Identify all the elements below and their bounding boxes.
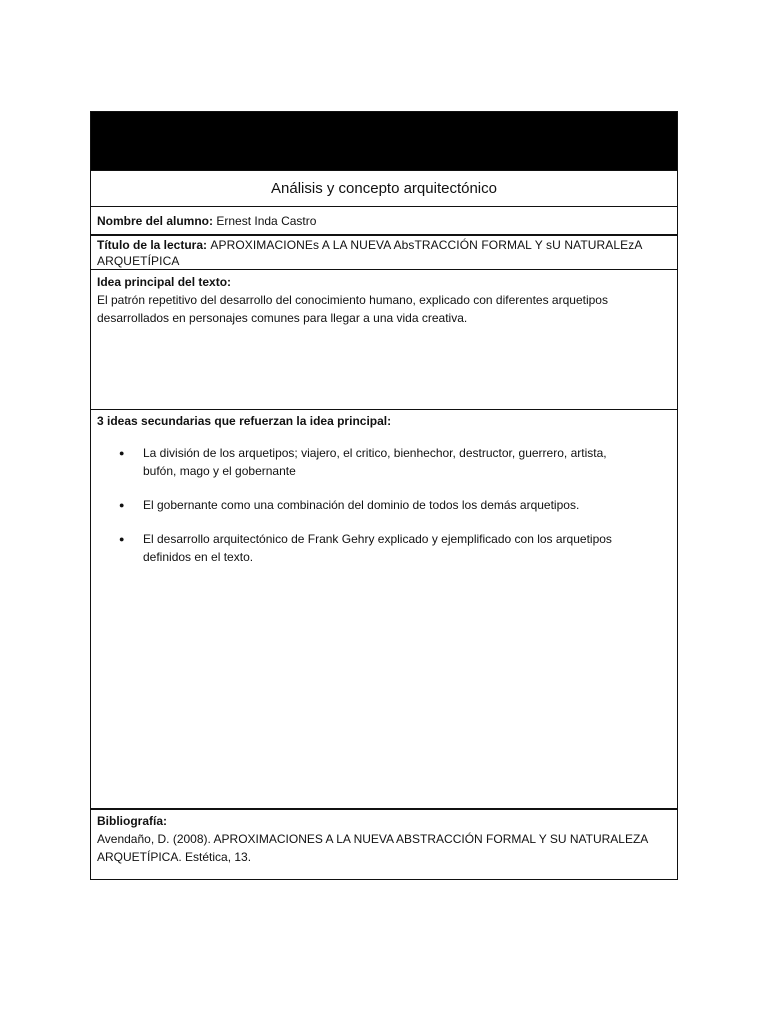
student-name-label: Nombre del alumno:	[97, 213, 214, 228]
student-name-row	[91, 207, 677, 236]
list-item	[97, 444, 671, 480]
secondary-idea-text: La división de los arquetipos; viajero, el critico, bienhechor, destructor, guerrero, artista, bufón, mago y el gobernante	[143, 446, 607, 478]
student-name-value: Ernest Inda Castro	[216, 213, 317, 228]
bullet-icon: ●	[119, 500, 125, 510]
bibliography-text: Avendaño, D. (2008). APROXIMACIONES A LA NUEVA ABSTRACCIÓN FORMAL Y SU NATURALEZA ARQUETÍPICA. Estética, 13.	[97, 832, 648, 864]
bullet-icon: ●	[119, 534, 125, 544]
form-title-row	[91, 171, 677, 207]
secondary-ideas-label: 3 ideas secundarias que refuerzan la idea principal:	[97, 414, 392, 428]
main-idea-row	[91, 270, 677, 410]
lecture-title-row	[91, 236, 677, 270]
main-idea-label: Idea principal del texto:	[97, 275, 232, 289]
analysis-form	[90, 111, 678, 880]
secondary-ideas-row	[91, 410, 677, 810]
bibliography-row	[91, 810, 677, 879]
bullet-icon: ●	[119, 448, 125, 458]
main-idea-text: El patrón repetitivo del desarrollo del conocimiento humano, explicado con diferentes arquetipos desarrollados en personajes comunes para llegar a una vida creativa.	[97, 293, 608, 325]
bibliography-label: Bibliografía:	[97, 814, 168, 828]
list-item	[97, 496, 671, 514]
secondary-ideas-list	[97, 444, 671, 566]
lecture-title-value: APROXIMACIONEs A LA NUEVA AbsTRACCIÓN FORMAL Y sU NATURALEzA ARQUETÍPICA	[97, 238, 642, 268]
list-item	[97, 530, 671, 566]
form-title: Análisis y concepto arquitectónico	[271, 180, 497, 197]
header-bar	[91, 112, 677, 171]
secondary-idea-text: El desarrollo arquitectónico de Frank Gehry explicado y ejemplificado con los arquetipos definidos en el texto.	[143, 532, 612, 564]
lecture-title-label: Título de la lectura:	[97, 238, 208, 252]
secondary-idea-text: El gobernante como una combinación del dominio de todos los demás arquetipos.	[143, 498, 580, 512]
